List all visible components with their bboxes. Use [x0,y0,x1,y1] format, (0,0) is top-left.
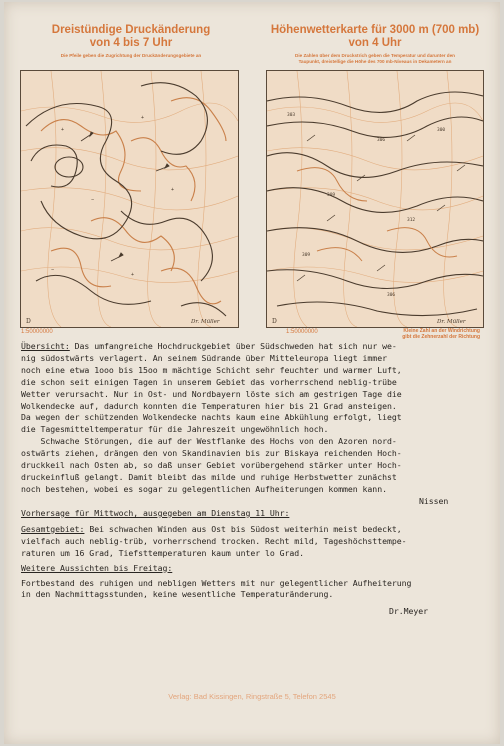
right-map-note-line2: gibt die Zehnerzahl der Richtung [402,334,480,340]
right-map-subtitle-line1: Die Zahlen über dem Druckstrich geben die Temperatur und darunter den [295,53,455,59]
overview-line: noch eine etwa 1ooo bis 15oo m mächtige Schicht sehr feuchter und warmer Luft, [21,364,402,375]
forecast-heading [21,508,491,520]
svg-text:306: 306 [377,138,386,143]
left-map-corner-label: D [26,318,31,325]
svg-text:306: 306 [387,293,396,298]
overview-heading: Übersicht: [21,341,70,351]
total-heading: Gesamtgebiet: [21,523,85,534]
overview-line-1-text: Das umfangreiche Hochdruckgebiet über Südschweden hat sich nur we- [69,341,397,351]
svg-text:312: 312 [407,218,416,223]
overview-line: Da wegen der schützenden Wolkendecke nachts kaum eine Abkühlung erfolgt, liegt [21,412,402,423]
left-map-title-line1: Dreistündige Druckänderung [51,24,211,36]
left-map-signature: Dr. Müller [191,319,220,325]
overview-line: Schwache Störungen, die auf der Westflanke des Hochs von den Azoren nord- [21,436,397,447]
svg-text:303: 303 [287,113,296,118]
overview-section [21,341,491,508]
total-line: raturen um 16 Grad, Tiefsttemperaturen kaum unter lo Grad. [21,547,304,558]
right-map-title [262,24,488,65]
right-map-subtitle-line2: Taupunkt, dreistellige die Höhe des 700 mb-Niveaus in Dekametern an [298,59,452,65]
overview-line: die schon seit einigen Tagen in unserem Gebiet das vorherrschend neblig-trübe [21,376,397,387]
outlook-heading [21,563,491,575]
overview-line: nig südostwärts verlagert. An seinem Südrande über Mitteleuropa liegt immer [21,352,387,363]
right-map-note-line1: Kleine Zahl an der Windrichtung [403,328,480,334]
left-weather-map [20,70,239,328]
publisher-footer: Verlag: Bad Kissingen, Ringstraße 5, Telefon 2545 [168,692,336,701]
total-line-1-text: Bei schwachen Winden aus Ost bis Südost weiterhin meist bedeckt, [84,523,402,534]
right-map-note [366,328,480,340]
outlook-heading-text: Weitere Aussichten bis Freitag: [21,562,173,573]
right-map-drawing [267,71,483,327]
svg-text:+: + [171,187,175,193]
right-map-signature: Dr. Müller [437,319,466,325]
left-map-title [20,24,242,59]
overview-line: noch bestehen, wobei es sogar zu gelegentlichen Aufheiterungen kommen kann. [21,483,387,494]
outlook-line: in den Nachmittagsstunden, keine wesentliche Temperaturänderung. [21,589,334,600]
svg-text:300: 300 [437,128,446,133]
total-line: vielfach auch neblig-trüb, vorherrschend trocken. Recht mild, Tageshöchsttempe- [21,535,407,546]
left-map-scale: 1:50000000 [21,329,53,335]
right-map-scale: 1:50000000 [286,329,318,335]
overview-line: Wetter verursacht. Nur in Ost- und Nordbayern löste sich am gestrigen Tage die [21,388,402,399]
svg-text:+: + [131,272,135,278]
svg-text:+: + [61,127,65,133]
svg-text:−: − [51,267,55,273]
forecast-section [21,508,491,618]
document-sheet [4,2,500,744]
right-map-corner-label: D [272,318,277,325]
svg-text:−: − [91,197,95,203]
svg-text:309: 309 [302,253,311,258]
author-nissen: Nissen [419,495,449,506]
right-map-title-line1: Höhenwetterkarte für 3000 m (700 mb) [270,24,480,36]
overview-line: ostwärts ziehen, drängen den von Skandinavien bis zur Biskaya reichenden Hoch- [21,448,402,459]
forecast-heading-text: Vorhersage für Mittwoch, ausgegeben am Dienstag 11 Uhr: [21,508,290,518]
overview-line: Wolkendecke auf, dadurch konnten die Temperaturen hier bis 21 Grad ansteigen. [21,400,397,411]
overview-line: die Tagesmitteltemperatur für die Jahreszeit ungewöhnlich hoch. [21,424,329,435]
svg-text:+: + [141,115,145,121]
outlook-line: Fortbestand des ruhigen und nebligen Wetters mit nur gelegentlicher Aufheiterung [21,577,412,588]
overview-line-1 [21,341,491,353]
left-map-subtitle: Die Pfeile geben die Zugrichtung der Druckänderungsgebiete an [60,53,202,59]
right-map-title-line2: von 4 Uhr [348,37,402,50]
left-map-title-line2: von 4 bis 7 Uhr [89,37,173,50]
right-weather-map [266,70,484,328]
overview-line: druckkeil nach Osten ab, so daß unser Gebiet vorübergehend stärker unter Hoch- [21,460,402,471]
total-line-1 [21,524,491,536]
author-meyer: Dr.Meyer [389,606,429,617]
left-map-drawing [21,71,238,327]
svg-text:309: 309 [327,193,336,198]
overview-line: druckeinfluß gelangt. Damit bleibt das milde und ruhige Herbstwetter zunächst [21,471,397,482]
